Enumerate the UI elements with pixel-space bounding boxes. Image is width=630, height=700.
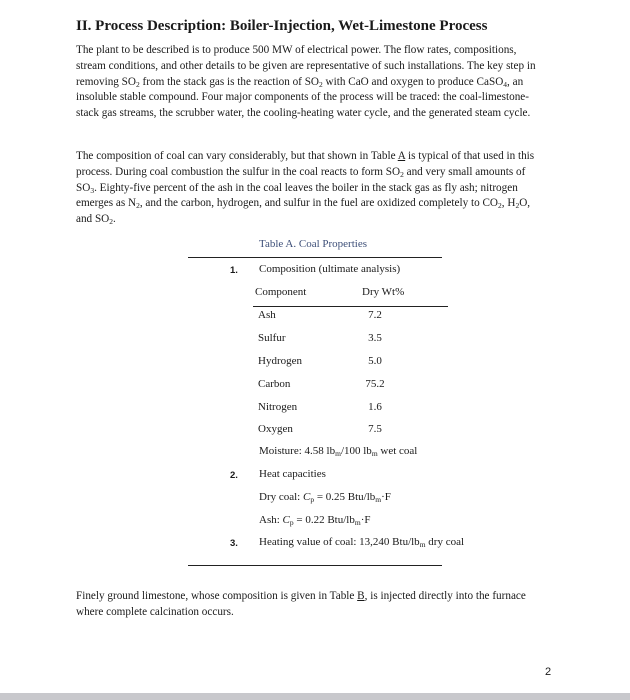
moisture-line: Moisture: 4.58 $lb_m/100$ $lb_m$ wet coal (259, 445, 418, 458)
header-rule (253, 306, 448, 307)
table-row-value: 7.5 (368, 423, 382, 435)
limestone-paragraph: Finely ground limestone, whose composition is given in Table B, is injected directly into the furnace where complete calcination occurs. (76, 590, 526, 618)
table-a-reference: A (397, 150, 406, 162)
table-row-value: 3.5 (368, 332, 382, 344)
table-row-component: Sulfur (258, 332, 286, 344)
item-number-1: 1. (230, 265, 238, 276)
table-row-value: 75.2 (365, 378, 385, 390)
table-b-reference: B (357, 590, 365, 602)
table-row-value: 7.2 (368, 309, 382, 321)
dry-coal-heat-capacity: Dry coal: $C_p = 0.25$ Btu/$lb_m\cdot F$ (259, 491, 391, 504)
intro-paragraph: The plant to be described is to produce 500 MW of electrical power. The flow rates, compositions, stream conditions, and other details to be given are representative of such installations. The key step in removing $SO_2$ from the stack gas is the reaction of $SO_2$ with CaO and oxygen to produce CaSO$_4$, an insoluble stable compound. Four major components of the process will be traced: the coal-limestone-stack gas streams, the scrubber water, the cooling-heating water cycle, and the generated steam cycle. (76, 44, 536, 120)
heat-capacities-heading: Heat capacities (259, 468, 326, 480)
table-bottom-rule (188, 565, 442, 566)
table-row-value: 5.0 (368, 355, 382, 367)
table-row-component: Oxygen (258, 423, 293, 435)
component-column-header: Component (255, 286, 307, 298)
dry-wt-column-header: Dry Wt% (362, 286, 405, 298)
page-number: 2 (545, 666, 552, 678)
table-row-component: Ash (258, 309, 276, 321)
viewer-bottom-bar (0, 693, 630, 700)
coal-composition-paragraph: The composition of coal can vary considerably, but that shown in Table A is typical of that used in this process. During coal combustion the sulfur in the coal reacts to form $SO_2$ and very small amounts of $SO_3$. Eighty-five percent of the ash in the coal leaves the boiler in the stack gas as fly ash; nitrogen emerges as $N_2$, and the carbon, hydrogen, and sulfur in the fuel are oxidized completely to $CO_2$, $H_2O$, and $SO_2$. (76, 150, 535, 227)
table-row-component: Carbon (258, 378, 291, 390)
table-row-component: Nitrogen (258, 401, 298, 413)
table-caption: Table A. Coal Properties (259, 238, 367, 250)
table-row-component: Hydrogen (258, 355, 302, 367)
heating-value-line: Heating value of coal: 13,240 Btu/$lb_m$ dry coal (259, 536, 465, 549)
ash-heat-capacity: Ash: $C_p = 0.22$ Btu/$lb_m\cdot F$ (259, 514, 371, 527)
table-top-rule (188, 257, 442, 258)
item-number-2: 2. (230, 470, 238, 481)
item-number-3: 3. (230, 538, 238, 549)
composition-heading: Composition (ultimate analysis) (259, 263, 401, 275)
table-row-value: 1.6 (368, 401, 382, 413)
section-title: II. Process Description: Boiler-Injection, Wet-Limestone Process (76, 18, 488, 34)
